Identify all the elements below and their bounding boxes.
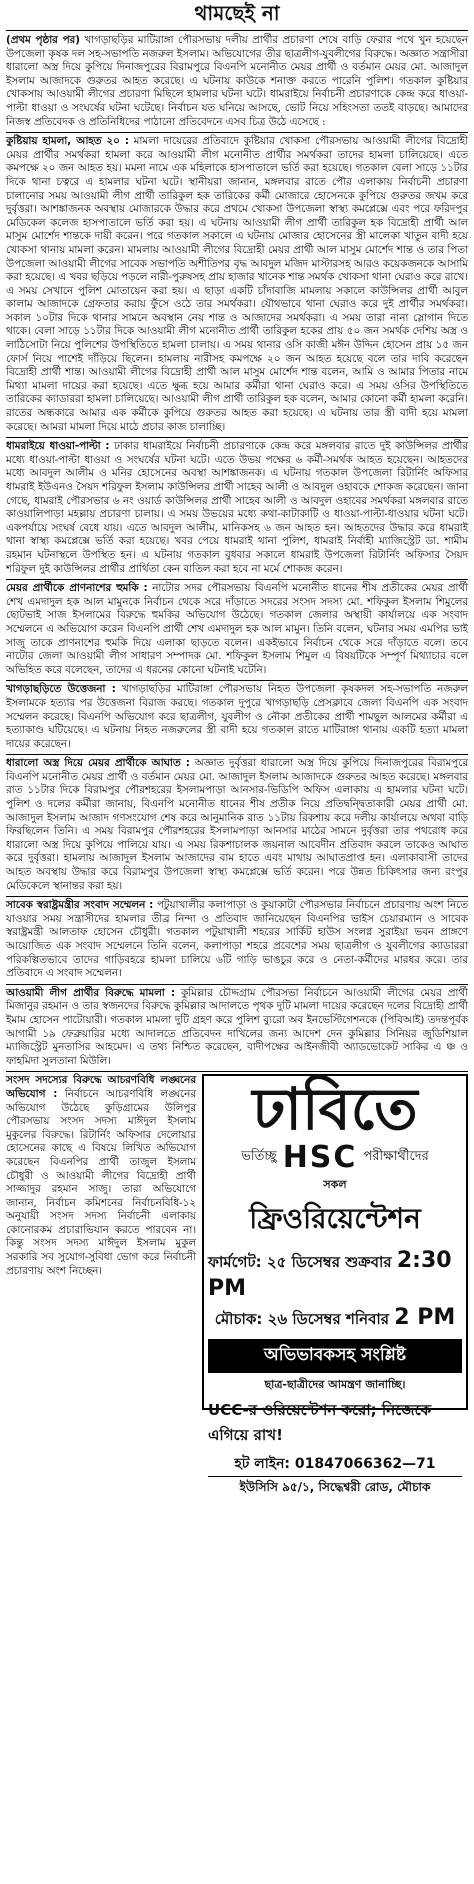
ad-farmgate-schedule — [208, 1248, 462, 1301]
divider — [6, 579, 468, 580]
article-paragraph — [6, 582, 468, 677]
article-paragraph — [6, 683, 468, 751]
ad-mouchak-label: মৌচাক: — [214, 1310, 263, 1329]
ad-mouchak-schedule — [215, 1305, 455, 1333]
divider — [6, 896, 468, 897]
divider — [6, 754, 468, 755]
ad-hsc-row — [241, 1140, 429, 1175]
paragraph-subhead: সাবেক স্বরাষ্ট্রমন্ত্রীর সংবাদ সম্মেলন : — [6, 899, 154, 912]
paragraph-subhead: (প্রথম পৃষ্ঠার পর) — [6, 34, 80, 46]
ad-hsc: HSC — [282, 1140, 358, 1176]
article-paragraph — [6, 987, 468, 1069]
ad-ucc-slogan: UCC-র ওরিয়েন্টেশন করো; নিজেকে এগিয়ে রাখ! — [208, 1401, 432, 1445]
paragraph-subhead: আওয়ামী লীগ প্রার্থীর বিরুদ্ধে মামলা : — [6, 986, 176, 999]
divider — [6, 1071, 468, 1072]
paragraph-text: নির্বাচনে আচরণবিধি লঙ্ঘনের অভিযোগ উঠেছে কুড়িগ্রামের উলিপুর পৌরসভায় সংসদ সদস্য মাঈদুল ইসলাম মুকুলের বিরুদ্ধে। রিটার্নিং অফিসার দেলোয়ার হোসেনের কাছে এ বিষয়ে লিখিত অভিযোগ করেছেন বিএনপির প্রার্থী তাজুল ইসলাম চৌধুরী ও আওয়ামী লীগের বিদ্রোহী প্রার্থী সাজ্জাদুর রহমান সাজু। তারা অভিযোগে জানান, নির্বাচন কমিশনের নির্বাচনবিধি-১২ অনুযায়ী সংসদ সদস্য নির্বাচনী এলাকায় কোনোরকম প্রচারাভিযান করতে পারবেন না। কিন্তু সংসদ সদস্য মাঈদুল ইসলাম মুকুল সরকারি সব সুযোগ-সুবিধা ভোগ করে নির্বাচনী প্রচারণায় অংশ নিচ্ছেন। — [6, 1087, 196, 1277]
headline: থামছেই না — [6, 0, 468, 31]
paragraph-text: কুমিল্লার চৌদ্দগ্রাম পৌরসভা নির্বাচনে আওয়ামী লীগের মেয়র প্রার্থী মিজানুর রহমান ও তার স্বজনদের বিরুদ্ধে কুমিল্লার আদালতে পৃথক দুটি মামলা দায়ের করেছেন দলের বিদ্রোহী প্রার্থী ইমাম হোসেন পাটোয়ারী। গতকাল মামলা দুটি গ্রহণ করে পুলিশ ব্যুরো অব ইনভেস্টিগেশনকে (পিবিআই) তদন্তপূর্বক আগামী ১৯ ফেব্রুয়ারির মধ্যে আদালতে প্রতিবেদন দাখিলের জন্য আদেশ দেন কুমিল্লার সিনিয়র জুডিশিয়াল ম্যাজিস্ট্রেট মুনতাসির আহমেদ। এ তথ্য নিশ্চিত করেছেন, বাদীপক্ষের আইনজীবী অ্যাডভোকেট সাকির এ ঞ্চ ও ফাহমিদা সুলতানা মিউলি। — [6, 986, 468, 1067]
paragraph-subhead: সংসদ সদস্যের বিরুদ্ধে আচরণবিধি লঙ্ঘনের অভিযোগ : — [6, 1074, 196, 1100]
ad-hotline-number[interactable]: 01847066362—71 — [294, 1456, 436, 1473]
divider — [6, 680, 468, 681]
paragraph-text: অজ্ঞাত দুর্বৃত্তরা ধারালো অস্ত্র দিয়ে কুপিয়ে দিনাজপুরের বিরামপুরে বিএনপি মনোনীত মেয়র প্রার্থী ও বর্তমান মেয়র মো. আজাদুল ইসলাম আজাদকে গুরুতর আহত করেছে। মঙ্গলবার রাত ১১টার দিকে বিরামপুর পৌরশহরের ইসলামপাড়া আনসার-ভিডিপি অফিস এলাকায় এ হামলার ঘটনা ঘটে। পুলিশ ও দলের কর্মীরা জানায়, বিএনপি মনোনীত ধানের শীষ প্রতীক নিয়ে প্রতিদ্বন্দ্বিতাকারী মেয়র প্রার্থী মো. আজাদুল ইসলাম আজাদ গণসংযোগ শেষ করে আনুমানিক রাত ১১টায় রিকশায় করে দলীয় কার্যালয়ে অথবা বাড়ি ফিরছিলেন তিনি। এ সময় বিরামপুর পৌরশহরের ইসলামপাড়া আনসার মাঠের সামনে দুর্বৃত্তরা তার পথরোধ করে ধারালো অস্ত্র দিয়ে কুপিয়ে পালিয়ে যায়। এ সময় রিকশাচালক জয়নাল আবেদীন প্রতিবাদ করলে তাকেও আঘাত করে দুর্বৃত্তরা। হামলায় আজাদুল ইসলাম আজাদের বাম হাতে এবং মাথায় আঘাতপ্রাপ্ত হন। এলাকাবাসী তাদের আহত অবস্থায় উদ্ধার করে বিরামপুর উপজেলা স্বাস্থ্য কমপ্লেক্সে ভর্তি করেন। পরে উন্নত চিকিৎসার জন্য রংপুর মেডিকেলে স্থানান্তর করা হয়। — [6, 757, 469, 892]
ad-title: ঢাবিতে — [252, 1075, 418, 1144]
ad-mouchak-date: ২৬ ডিসেম্বর শনিবার — [267, 1310, 390, 1329]
advertisement-box[interactable] — [202, 1074, 468, 1495]
paragraph-text: খাগড়াছড়ির মাটিরাঙ্গা পৌরসভায় দলীয় প্রার্থীর প্রচারণা শেষে বাড়ি ফেরার পথে খুন হয়েছেন উপজেলা কৃষক দল সহ-সভাপতি নজরুল ইসলাম। অভিযোগের তীর ছাত্রলীগ-যুবলীগের বিরুদ্ধে। অজ্ঞাত সন্ত্রাসীরা ধারালো অস্ত্র দিয়ে কুপিয়ে দিনাজপুরের বিরামপুরে বিএনপি মনোনীত মেয়র প্রার্থী ও বর্তমান মেয়র মো. আজাদুল ইসলাম আজাদকে গুরুতর আহত করেছে। এ ঘটনায় কাউকে শনাক্ত করতে পারেনি পুলিশ। গতকাল কুষ্টিয়ার খোকসায় আওয়ামী লীগের প্রচারণা মিছিলে হামলার ঘটনা ঘটে। ধামরাইয়ে নির্বাচনী প্রচারণাকে কেন্দ্র করে ধাওয়া-পাল্টা ধাওয়া ও সংঘর্ষের ঘটনা ঘটেছে। নির্বাচন যত ঘনিয়ে আসছে, ভোট নিয়ে সহিংসতা ততই বাড়ছে। আমাদের নিজস্ব প্রতিবেদক ও প্রতিনিধিদের পাঠানো প্রতিবেদনে এসব চিত্র উঠে এসেছে : — [6, 34, 469, 128]
divider — [6, 132, 468, 133]
paragraph-text: ঢাকার ধামরাইয়ে নির্বাচনী প্রচারণাকে কেন্দ্র করে মঙ্গলবার রাতে দুই কাউন্সিলর প্রার্থীর মধ্যে ধাওয়া-পাল্টা ধাওয়া ও সংঘর্ষের ঘটনা ঘটে। এতে উভয় পক্ষের ৬ কর্মী-সমর্থক আহত হয়েছেন। আহতদের মধ্যে আবদুল আলীম ও মনির হোসেনের অবস্থা আশঙ্কাজনক। এ ঘটনায় গতকাল উপজেলা রিটার্নিং অফিসার ধামরাই ইউএনও সৈয়দ শরিফুল ইসলাম কাউন্সিলর প্রার্থী সাহেব আলী ও আবদুল ওহাবকে শোকজ করেছেন। জানা গেছে, ধামরাই পৌরসভার ৬ নং ওয়ার্ড কাউন্সিলর প্রার্থী সাহেব আলী ও আবদুল ওহাবের সমর্থকরা মঙ্গলবার রাতে কাওয়ালিপাড়া মহল্লায় প্রচারণা চালায়। এ সময় উভয়ের মধ্যে কথা-কাটাকাটি ও ধাওয়া-পাল্টা-ধাওয়ার ঘটনা ঘটে। একপর্যায়ে সংঘর্ষ বেধে যায়। এতে আবদুল আলীম, মানিকসহ ৬ জন আহত হন। আহতদের উদ্ধার করে ধামরাই থানা স্বাস্থ্য কমপ্লেক্সে ভর্তি করা হয়েছে। খবর পেয়ে ধামরাই থানা পুলিশ, ধামরাই নির্বাহী ম্যাজিস্ট্রেট ডা. শামীম রহমান ঘটনাস্থলে উপস্থিত হন। এ ঘটনায় গতকাল বুধবার সকালে ধামরাই উপজেলা রিটার্নিং অফিসার সৈয়দ শরিফুল দুই কাউন্সিলর প্রার্থীর প্রার্থিতা কেন বাতিল করা হবে না মর্মে শোকজ করেন। — [6, 440, 468, 575]
ad-orientation: ফ্রিওরিয়েন্টেশন — [249, 1202, 421, 1236]
bottom-row — [6, 1074, 468, 1495]
paragraph-text: মামলা দায়েরের প্রতিবাদে কুষ্টিয়ার খোকসা পৌরসভায় আওয়ামী লীগের বিদ্রোহী মেয়র প্রার্থীর সমর্থকরা হামলা করে আওয়ামী লীগ মনোনীত প্রার্থীর সমর্থকরা তাদের হামলা চালিয়েছে। এতে কমপক্ষে ২০ জন আহত হয়। মমনা নামে এক মহিলাকে হাসপাতালে ভর্তি করা হয়েছে। গতকাল বেলা সাড়ে ১১টার দিকে থানা চত্বরে এ হামলার ঘটনা ঘটে। স্থানীয়রা জানান, মঙ্গলবার রাতে পৌর এলাকায় নির্বাচনী প্রচারণা চালানোর সময় আওয়ামী লীগ প্রার্থী তারিকুল হক তারিকের কর্মী মোজারে হোসেনকে কুপিয়ে গুরুতর জখম করে দুর্বৃত্তরা। আশঙ্কাজনক অবস্থায় মোজারকে উদ্ধার করে প্রথমে খোকসা উপজেলা স্বাস্থ্য কমপ্লেক্সে এবং পরে ফরিদপুর মেডিকেল কলেজ হাসপাতালে ভর্তি করা হয়। এ ঘটনায় আওয়ামী লীগ প্রার্থী তারিকুল হক বিদ্রোহী প্রার্থী আল মাসুম মোর্শেদ শান্তকে দায়ী করেন। পরে গতকাল সকালে এ ঘটনায় মোজার হোসেনের স্ত্রী মালেকা খাতুন বাদী হয়ে খোকসা থানায় মামলা করেন। মামলায় আওয়ামী লীগের বিদ্রোহী মেয়র প্রার্থী আল মাসুম মোর্শেদ শান্ত ও তার পিতা উপজেলা আওয়ামী লীগের সাবেক সভাপতি অশীতিপর বৃদ্ধ আবদুল মজিদ মাস্টারসহ আরও কয়েকজনকে আসামি করা হয়েছে। এ খবর ছড়িয়ে পড়লে নারী-পুরুষসহ প্রায় হাজার খানেক শান্ত সমর্থক খোকসা থানা ঘেরাও করে রাখে। এ সময় সেখানে পুলিশ মোতায়েন করা হয়। এ ছাড়া একটি চাঁদাবাজি মামলায় সকালে কাউন্সিলর প্রার্থী আবুল কালাম আজাদকে গ্রেফতার করায় ফুঁসে ওঠে তার সমর্থকরা। যৌথভাবে থানা ঘেরাও করে দুই প্রার্থীর সমর্থকরা। সকাল ১০টার দিকে থানার সামনে অবস্থান নেয় শান্ত ও আজাদের সমর্থকরা। এ সময় তারা নানা স্লোগান দিতে থাকে। বেলা সাড়ে ১১টার দিকে আওয়ামী লীগ মনোনীত প্রার্থী তারিকুল হকের প্রায় ৫০ জন সমর্থক দেশিয় অস্ত্র ও লাঠিসোটা নিয়ে পুলিশের উপস্থিতিতে হামলা চালায়। এ সময় থানার ওসি কাজী মঈন উদ্দিন হোসেন প্রায় ১৫ জন ফোর্স নিয়ে পাশেই দাঁড়িয়ে ছিলেন। হামলায় নারীসহ কমপক্ষে ২০ জন আহত হয়েছে বলে তার দাবি করেছেন বিদ্রোহী প্রার্থী শান্ত। আওয়ামী লীগের বিদ্রোহী প্রার্থী আল মাসুম মোর্শেদ শান্ত বলেন, আমি ও আমার পিতার নামে মিথ্যা মামলা দায়ের করা হয়েছে। এতে ক্ষুব্ধ হয়ে আমার কর্মীরা থানা ঘেরাও করে। এ সময় ওসির উপস্থিতিতে তারিকের ক্যাডাররা হামলা চালিয়েছে। আওয়ামী লীগ প্রার্থী তারিকুল হক বলেন, আমার কোনো কর্মী হামলা করেনি। রাতের অন্ধকারে আমার এক কর্মীকে কুপিয়ে গুরুতর আহত করা হয়েছে। এ ঘটনায় তার স্ত্রী বাদী হয়ে মামলা করেছে। আমরা মামলা দিয়ে মাঠে প্রচার কাজ চালাচ্ছি। — [6, 135, 468, 433]
paragraph-text: নাটোর সদর পৌরসভায় বিএনপি মনোনীত ধানের শীষ প্রতীকের মেয়র প্রার্থী শেখ এমদাদুল হক আল মামুনকে নির্বাচন থেকে সরে দাঁড়াতে সদরের সংসদ সদস্য মো. শফিকুল ইসলাম শিমুলের ছোটভাই সাজ ইসলামের বিরুদ্ধে হুমকির অভিযোগ উঠেছে। গতকাল জেলার অস্থায়ী কার্যালয়ে এক সংবাদ সম্মেলনে এ অভিযোগ করেন বিএনপি প্রার্থী শেখ এমদাদুল হক আল মামুন। তিনি বলেন, ঘটনার সময় এমপির ভাই সাজু তাকে প্রাণনাশের হুমকি দিয়ে এলাকা ছাড়তে বলেন। একইভাবে নির্বাচন থেকে সরে দাঁড়াতে বলে। তবে নাটোর জেলা আওয়ামী লীগ সাধারণ সম্পাদক মো. শফিকুল ইসলাম শিমুল এ বিষয়টিকে সম্পূর্ণ মিথ্যাচার বলে অভিহিত করে বলেছেন, তাদের এ ধরনের কোনো ঘটনাই ঘটেনি। — [6, 582, 469, 676]
ad-footer — [208, 1476, 462, 1499]
ad-farmgate-date: ২৫ ডিসেম্বর শুক্রবার — [266, 1253, 392, 1272]
article-paragraph — [6, 757, 468, 893]
ad-address: ৯৫/১, সিদ্ধেশ্বরী রোড, মৌচাক — [282, 1480, 431, 1495]
paragraph-subhead: ধামরাইয়ে ধাওয়া-পাল্টা : — [6, 440, 110, 453]
article-paragraph — [6, 1074, 196, 1278]
divider — [6, 437, 468, 438]
divider — [6, 984, 468, 985]
ad-hsc-suffix: পরীক্ষার্থীদের — [363, 1149, 429, 1165]
ad-guardian-banner: অভিভাবকসহ সংশ্লিষ্ট — [208, 1339, 462, 1373]
paragraph-subhead: মেয়র প্রার্থীকে প্রাণনাশের হুমকি : — [6, 582, 148, 595]
ad-farmgate-time: 2:30 PM — [208, 1248, 452, 1302]
ad-hotline — [234, 1452, 435, 1476]
paragraph-text: খাগড়াছড়ির মাটিরাঙ্গা পৌরসভায় নিহত উপজেলা কৃষকদল সহ-সভাপতি নজরুল ইসলামকে হত্যার পর উত্তেজনা বিরাজ করছে। গতকাল দুপুরে খাগড়াছড়ি প্রেসক্লাবে জেলা বিএনপি এক সংবাদ সম্মেলন করেছে। বিএনপি অভিযোগ করে ছাত্রলীগ, যুবলীগ ও নৌকা প্রতীকের প্রার্থী শামছুল আলমের কর্মীরা এ হত্যাকাণ্ড ঘটিয়েছে। এ ঘটনায় নিহত নজরুলের স্ত্রী বাদী হয়ে গতকাল রাতে মাটিরাঙ্গা থানায় একটি হত্যা মামলা দায়ের করেছেন। — [6, 683, 469, 750]
article-paragraph — [6, 440, 468, 576]
ad-sub: সকল — [323, 1178, 347, 1192]
article-paragraph — [6, 899, 468, 981]
article-paragraph — [6, 34, 468, 129]
ad-farmgate-label: ফার্মগেট: — [208, 1253, 262, 1272]
paragraph-subhead: খাগড়াছড়িতে উত্তেজনা : — [6, 683, 116, 696]
ad-brand: ইউসিসি — [239, 1480, 278, 1495]
ad-mouchak-time: 2 PM — [394, 1305, 456, 1331]
paragraph-text: পটুয়াখালীর কলাপাড়া ও কুয়াকাটা পৌরসভার নির্বাচনে প্রচারণায় অংশ নিতে যাওয়ার সময় সন্ত্রাসীদের হামলার তীব্র নিন্দা ও প্রতিবাদ জানিয়েছেন বিএনপির ভাইস চেয়ারম্যান ও সাবেক স্বরাষ্ট্রমন্ত্রী আলতাফ হোসেন চৌধুরী। গতকাল পটুয়াখালী শহরের সার্কিট হাউস সংলগ্ন সুরাইয়া ভবন প্রাঙ্গণে আয়োজিত এক সংবাদ সম্মেলনে তিনি বলেন, কলাপাড়া শহরে প্রবেশের সময় ছাত্রলীগ ও যুবলীগের ক্যাডাররা পরিকল্পিতভাবে তাদের গাড়িবহরে হামলা চালিয়ে ৬টি গাড়ি ভাঙচুর করে ও নেতা-কর্মীদের মারধর করে। তার প্রতিবাদে এ সংবাদ সম্মেলন। — [6, 899, 468, 980]
paragraph-subhead: কুষ্টিয়ায় হামলা, আহত ২০ : — [6, 135, 129, 148]
article-paragraph — [6, 135, 468, 434]
paragraph-subhead: ধারালো অস্ত্র দিয়ে মেয়র প্রার্থীকে আঘাত : — [6, 757, 190, 770]
article-body — [0, 31, 474, 1495]
bottom-article — [6, 1074, 196, 1410]
ad-invite: ছাত্র-ছাত্রীদের আমন্ত্রণ জানাচ্ছি। — [264, 1378, 406, 1392]
ad-admit: ভর্তিচ্ছু — [241, 1149, 277, 1165]
ad-hotline-label: হট লাইন: — [234, 1456, 291, 1473]
